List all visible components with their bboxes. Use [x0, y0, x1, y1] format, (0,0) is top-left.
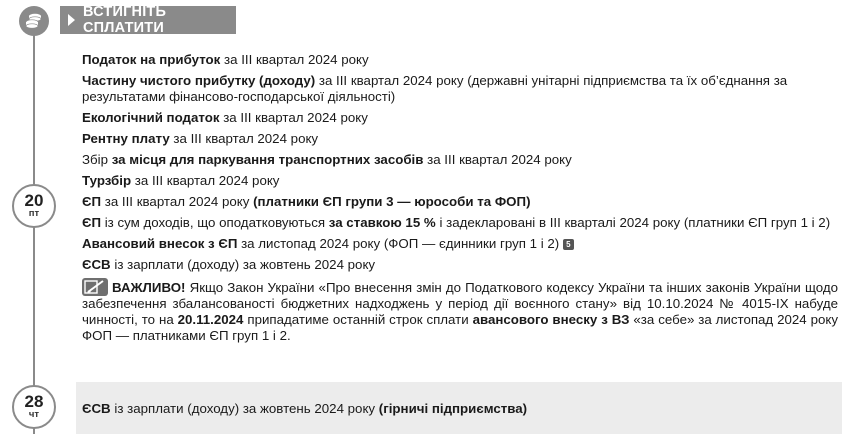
payment-list	[82, 52, 838, 349]
chevron-right-icon	[68, 14, 75, 26]
list-item: ЄП із сум доходів, що оподатковуються за ставкою 15 % і задекларовані в ІІІ кварталі 2024 року (платники ЄП груп 1 і 2)	[82, 215, 831, 230]
section-title: ВСТИГНІТЬ СПЛАТИТИ	[83, 4, 167, 36]
list-item: Збір за місця для паркування транспортних засобів за ІІІ квартал 2024 року	[82, 152, 572, 167]
list-item: ЄСВ із зарплати (доходу) за жовтень 2024 року	[82, 257, 376, 272]
footnote-badge[interactable]: 5	[563, 239, 574, 250]
highlighted-item: ЄСВ із зарплати (доходу) за жовтень 2024 року (гірничі підприємства)	[76, 382, 842, 434]
date-weekday: чт	[28, 409, 40, 420]
warning-note-icon	[82, 278, 108, 296]
list-item: Турзбір за ІІІ квартал 2024 року	[82, 173, 280, 188]
important-note: ВАЖЛИВО! Якщо Закон України «Про внесення змін до Податкового кодексу України та інших законів України щодо забезпечення збалансованості бюджетних надходжень у період дії воєнного стану» від 10.10.2024 № 4015-IX набуде чинності, то на 20.11.2024 припадатиме останній строк сплати авансового внеску з ВЗ «за себе» за листопад 2024 року ФОП — платниками ЄП груп 1 і 2.	[82, 280, 839, 343]
list-item: Податок на прибуток за ІІІ квартал 2024 року	[82, 52, 369, 67]
list-item: Рентну плату за ІІІ квартал 2024 року	[82, 131, 319, 146]
date-day: 20	[24, 191, 44, 210]
date-badge	[12, 385, 56, 429]
list-item: Авансовий внесок з ЄП за листопад 2024 року (ФОП — єдинники груп 1 і 2) 5	[82, 236, 838, 252]
list-item: Частину чистого прибутку (доходу) за ІІІ квартал 2024 року (державні унітарні підприємства та їх об’єднання за результатами фінансово-господарської діяльності)	[82, 73, 788, 104]
date-day: 28	[24, 392, 44, 411]
section-header	[60, 6, 236, 34]
list-item: ЄП за ІІІ квартал 2024 року (платники ЄП групи 3 — юрособи та ФОП)	[82, 194, 531, 209]
date-badge	[12, 184, 56, 228]
date-weekday: пт	[28, 208, 40, 219]
coins-icon	[19, 6, 49, 36]
list-item: Екологічний податок за ІІІ квартал 2024 року	[82, 110, 368, 125]
